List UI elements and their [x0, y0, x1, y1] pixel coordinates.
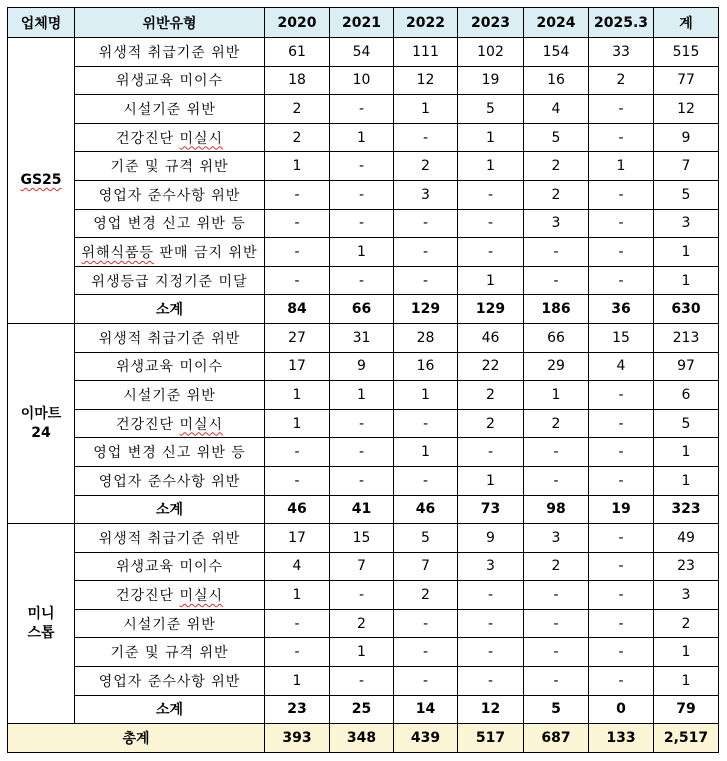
count-cell: -	[265, 638, 330, 667]
count-cell: -	[458, 238, 524, 267]
subtotal-cell: 630	[654, 295, 719, 324]
total-cell: 133	[589, 724, 654, 753]
total-cell: 687	[524, 724, 589, 753]
count-cell: 7	[330, 552, 394, 581]
count-cell: 7	[394, 552, 458, 581]
count-cell: 1	[265, 409, 330, 438]
total-cell: 439	[394, 724, 458, 753]
count-cell: 154	[524, 38, 589, 67]
total-cell: 517	[458, 724, 524, 753]
count-cell: -	[330, 95, 394, 124]
subtotal-cell: 0	[589, 695, 654, 724]
header-row	[8, 8, 719, 38]
count-cell: 3	[654, 581, 719, 610]
header-cell: 계	[654, 8, 719, 38]
table-row	[8, 524, 719, 553]
violation-type-cell: 건강진단 미실시	[75, 581, 265, 610]
count-cell: 3	[524, 209, 589, 238]
count-cell: 5	[654, 409, 719, 438]
subtotal-row	[8, 695, 719, 724]
count-cell: 4	[265, 552, 330, 581]
count-cell: 2	[524, 409, 589, 438]
company-name-line: 미니	[27, 605, 55, 622]
count-cell: 1	[524, 381, 589, 410]
count-cell: -	[589, 552, 654, 581]
table-row	[8, 466, 719, 495]
count-cell: 1	[394, 381, 458, 410]
count-cell: -	[458, 638, 524, 667]
table-row	[8, 66, 719, 95]
company-cell	[8, 524, 75, 724]
table-row	[8, 95, 719, 124]
table-row	[8, 323, 719, 352]
count-cell: -	[394, 466, 458, 495]
count-cell: -	[524, 438, 589, 467]
count-cell: 1	[265, 581, 330, 610]
count-cell: 3	[458, 552, 524, 581]
count-cell: 1	[394, 438, 458, 467]
spellcheck-word: 위해식품등	[81, 244, 155, 261]
company-name-line: 이마트	[20, 405, 62, 422]
count-cell: -	[589, 438, 654, 467]
subtotal-cell: 129	[458, 295, 524, 324]
count-cell: -	[330, 667, 394, 696]
count-cell: -	[589, 667, 654, 696]
count-cell: -	[394, 609, 458, 638]
count-cell: -	[330, 209, 394, 238]
count-cell: 22	[458, 352, 524, 381]
count-cell: 19	[458, 66, 524, 95]
violation-type-cell: 건강진단 미실시	[75, 409, 265, 438]
subtotal-cell: 73	[458, 495, 524, 524]
violation-type-cell: 시설기준 위반	[75, 609, 265, 638]
subtotal-cell: 98	[524, 495, 589, 524]
count-cell: 2	[265, 95, 330, 124]
count-cell: 1	[654, 438, 719, 467]
count-cell: 1	[265, 152, 330, 181]
count-cell: 66	[524, 323, 589, 352]
count-cell: 1	[330, 238, 394, 267]
violation-type-cell: 위생적 취급기준 위반	[75, 323, 265, 352]
count-cell: -	[589, 95, 654, 124]
subtotal-cell: 41	[330, 495, 394, 524]
subtotal-cell: 23	[265, 695, 330, 724]
count-cell: 1	[330, 123, 394, 152]
count-cell: 18	[265, 66, 330, 95]
table-header	[8, 8, 719, 38]
count-cell: -	[330, 409, 394, 438]
table-row	[8, 352, 719, 381]
count-cell: 97	[654, 352, 719, 381]
total-label: 총계	[8, 724, 265, 753]
count-cell: -	[394, 266, 458, 295]
header-cell: 2020	[265, 8, 330, 38]
count-cell: 5	[524, 123, 589, 152]
violation-type-cell: 영업자 준수사항 위반	[75, 667, 265, 696]
table-row	[8, 123, 719, 152]
count-cell: -	[589, 123, 654, 152]
count-cell: -	[458, 609, 524, 638]
violation-type-cell: 위생적 취급기준 위반	[75, 524, 265, 553]
violation-type-cell: 위해식품등 판매 금지 위반	[75, 238, 265, 267]
table-row	[8, 180, 719, 209]
count-cell: 46	[458, 323, 524, 352]
count-cell: -	[458, 209, 524, 238]
subtotal-cell: 25	[330, 695, 394, 724]
table-row	[8, 552, 719, 581]
count-cell: -	[330, 266, 394, 295]
count-cell: 2	[524, 152, 589, 181]
header-cell: 2025.3	[589, 8, 654, 38]
count-cell: -	[330, 581, 394, 610]
count-cell: 23	[654, 552, 719, 581]
table-row	[8, 609, 719, 638]
count-cell: 12	[654, 95, 719, 124]
violation-type-cell: 위생적 취급기준 위반	[75, 38, 265, 67]
count-cell: 2	[458, 409, 524, 438]
company-cell	[8, 38, 75, 324]
count-cell: 49	[654, 524, 719, 553]
subtotal-cell: 46	[394, 495, 458, 524]
count-cell: 1	[589, 152, 654, 181]
table-row	[8, 38, 719, 67]
table-row	[8, 667, 719, 696]
count-cell: 3	[394, 180, 458, 209]
table-row	[8, 438, 719, 467]
count-cell: 5	[394, 524, 458, 553]
header-cell: 2021	[330, 8, 394, 38]
table-row	[8, 209, 719, 238]
count-cell: 2	[330, 609, 394, 638]
count-cell: 9	[330, 352, 394, 381]
count-cell: -	[330, 152, 394, 181]
count-cell: 213	[654, 323, 719, 352]
count-cell: 1	[654, 638, 719, 667]
subtotal-cell: 46	[265, 495, 330, 524]
company-name-line: 24	[31, 424, 51, 441]
count-cell: -	[394, 209, 458, 238]
count-cell: 16	[394, 352, 458, 381]
count-cell: -	[589, 466, 654, 495]
count-cell: -	[265, 180, 330, 209]
count-cell: 2	[458, 381, 524, 410]
total-cell: 393	[265, 724, 330, 753]
count-cell: 1	[458, 466, 524, 495]
violations-table-container	[7, 7, 719, 753]
count-cell: -	[524, 581, 589, 610]
count-cell: 61	[265, 38, 330, 67]
count-cell: 10	[330, 66, 394, 95]
count-cell: 4	[524, 95, 589, 124]
subtotal-cell: 14	[394, 695, 458, 724]
count-cell: 27	[265, 323, 330, 352]
subtotal-cell: 186	[524, 295, 589, 324]
count-cell: -	[458, 180, 524, 209]
count-cell: 1	[654, 667, 719, 696]
count-cell: 31	[330, 323, 394, 352]
subtotal-label: 소계	[75, 295, 265, 324]
count-cell: -	[265, 209, 330, 238]
count-cell: -	[589, 180, 654, 209]
count-cell: 1	[654, 238, 719, 267]
subtotal-label: 소계	[75, 695, 265, 724]
subtotal-row	[8, 495, 719, 524]
count-cell: 16	[524, 66, 589, 95]
count-cell: -	[394, 409, 458, 438]
count-cell: -	[589, 524, 654, 553]
spellcheck-word: 미실시	[179, 588, 224, 605]
violation-type-cell: 시설기준 위반	[75, 381, 265, 410]
count-cell: 4	[589, 352, 654, 381]
count-cell: 15	[589, 323, 654, 352]
count-cell: 1	[654, 466, 719, 495]
count-cell: 9	[654, 123, 719, 152]
violation-type-cell: 기준 및 규격 위반	[75, 152, 265, 181]
header-cell: 2022	[394, 8, 458, 38]
count-cell: -	[524, 667, 589, 696]
count-cell: -	[589, 209, 654, 238]
count-cell: 2	[589, 66, 654, 95]
table-row	[8, 266, 719, 295]
violation-type-cell: 건강진단 미실시	[75, 123, 265, 152]
count-cell: -	[458, 667, 524, 696]
count-cell: 1	[458, 266, 524, 295]
violation-type-cell: 위생교육 미이수	[75, 352, 265, 381]
table-row	[8, 152, 719, 181]
violation-type-cell: 위생등급 지정기준 미달	[75, 266, 265, 295]
subtotal-cell: 12	[458, 695, 524, 724]
count-cell: -	[524, 238, 589, 267]
count-cell: -	[524, 638, 589, 667]
count-cell: -	[524, 609, 589, 638]
count-cell: 2	[394, 152, 458, 181]
count-cell: -	[265, 438, 330, 467]
subtotal-cell: 323	[654, 495, 719, 524]
count-cell: -	[458, 438, 524, 467]
count-cell: 33	[589, 38, 654, 67]
count-cell: 515	[654, 38, 719, 67]
count-cell: -	[265, 238, 330, 267]
total-row	[8, 724, 719, 753]
count-cell: 2	[524, 552, 589, 581]
table-row	[8, 581, 719, 610]
header-cell: 위반유형	[75, 8, 265, 38]
count-cell: 1	[458, 123, 524, 152]
spellcheck-word: 미실시	[179, 130, 224, 147]
count-cell: 2	[265, 123, 330, 152]
header-cell: 2024	[524, 8, 589, 38]
table-body	[8, 38, 719, 753]
count-cell: -	[265, 266, 330, 295]
count-cell: -	[589, 381, 654, 410]
count-cell: 111	[394, 38, 458, 67]
count-cell: 3	[524, 524, 589, 553]
count-cell: -	[524, 466, 589, 495]
count-cell: -	[394, 638, 458, 667]
count-cell: 1	[458, 152, 524, 181]
count-cell: -	[330, 180, 394, 209]
count-cell: 2	[524, 180, 589, 209]
subtotal-cell: 66	[330, 295, 394, 324]
count-cell: -	[394, 123, 458, 152]
count-cell: -	[589, 638, 654, 667]
subtotal-cell: 84	[265, 295, 330, 324]
count-cell: -	[458, 581, 524, 610]
count-cell: 12	[394, 66, 458, 95]
count-cell: -	[589, 409, 654, 438]
count-cell: 9	[458, 524, 524, 553]
count-cell: 102	[458, 38, 524, 67]
header-cell: 업체명	[8, 8, 75, 38]
count-cell: -	[394, 667, 458, 696]
count-cell: 1	[330, 638, 394, 667]
table-row	[8, 238, 719, 267]
count-cell: 1	[330, 381, 394, 410]
count-cell: -	[589, 609, 654, 638]
violation-type-cell: 영업 변경 신고 위반 등	[75, 438, 265, 467]
count-cell: 5	[458, 95, 524, 124]
subtotal-row	[8, 295, 719, 324]
table-row	[8, 638, 719, 667]
subtotal-cell: 79	[654, 695, 719, 724]
count-cell: 29	[524, 352, 589, 381]
company-name-line: 스톱	[27, 624, 55, 641]
company-cell	[8, 323, 75, 523]
count-cell: -	[394, 238, 458, 267]
count-cell: 17	[265, 524, 330, 553]
count-cell: -	[524, 266, 589, 295]
count-cell: -	[330, 438, 394, 467]
count-cell: 77	[654, 66, 719, 95]
violation-type-cell: 영업자 준수사항 위반	[75, 466, 265, 495]
count-cell: 2	[654, 609, 719, 638]
violation-type-cell: 시설기준 위반	[75, 95, 265, 124]
subtotal-cell: 129	[394, 295, 458, 324]
subtotal-cell: 5	[524, 695, 589, 724]
count-cell: 3	[654, 209, 719, 238]
company-name: GS25	[20, 171, 62, 188]
count-cell: 2	[394, 581, 458, 610]
count-cell: 1	[654, 266, 719, 295]
count-cell: 5	[654, 180, 719, 209]
spellcheck-word: 미실시	[179, 416, 224, 433]
total-cell: 348	[330, 724, 394, 753]
count-cell: 28	[394, 323, 458, 352]
subtotal-cell: 36	[589, 295, 654, 324]
count-cell: -	[589, 238, 654, 267]
header-cell: 2023	[458, 8, 524, 38]
subtotal-cell: 19	[589, 495, 654, 524]
subtotal-label: 소계	[75, 495, 265, 524]
count-cell: 1	[265, 381, 330, 410]
table-row	[8, 381, 719, 410]
count-cell: -	[265, 466, 330, 495]
violation-type-cell: 기준 및 규격 위반	[75, 638, 265, 667]
count-cell: -	[589, 581, 654, 610]
table-row	[8, 409, 719, 438]
count-cell: 54	[330, 38, 394, 67]
violation-type-cell: 영업 변경 신고 위반 등	[75, 209, 265, 238]
total-cell: 2,517	[654, 724, 719, 753]
count-cell: -	[589, 266, 654, 295]
violation-type-cell: 위생교육 미이수	[75, 66, 265, 95]
count-cell: 1	[265, 667, 330, 696]
count-cell: 15	[330, 524, 394, 553]
count-cell: -	[265, 609, 330, 638]
violations-table	[7, 7, 719, 753]
count-cell: 1	[394, 95, 458, 124]
count-cell: -	[330, 466, 394, 495]
count-cell: 6	[654, 381, 719, 410]
count-cell: 17	[265, 352, 330, 381]
count-cell: 7	[654, 152, 719, 181]
violation-type-cell: 위생교육 미이수	[75, 552, 265, 581]
violation-type-cell: 영업자 준수사항 위반	[75, 180, 265, 209]
